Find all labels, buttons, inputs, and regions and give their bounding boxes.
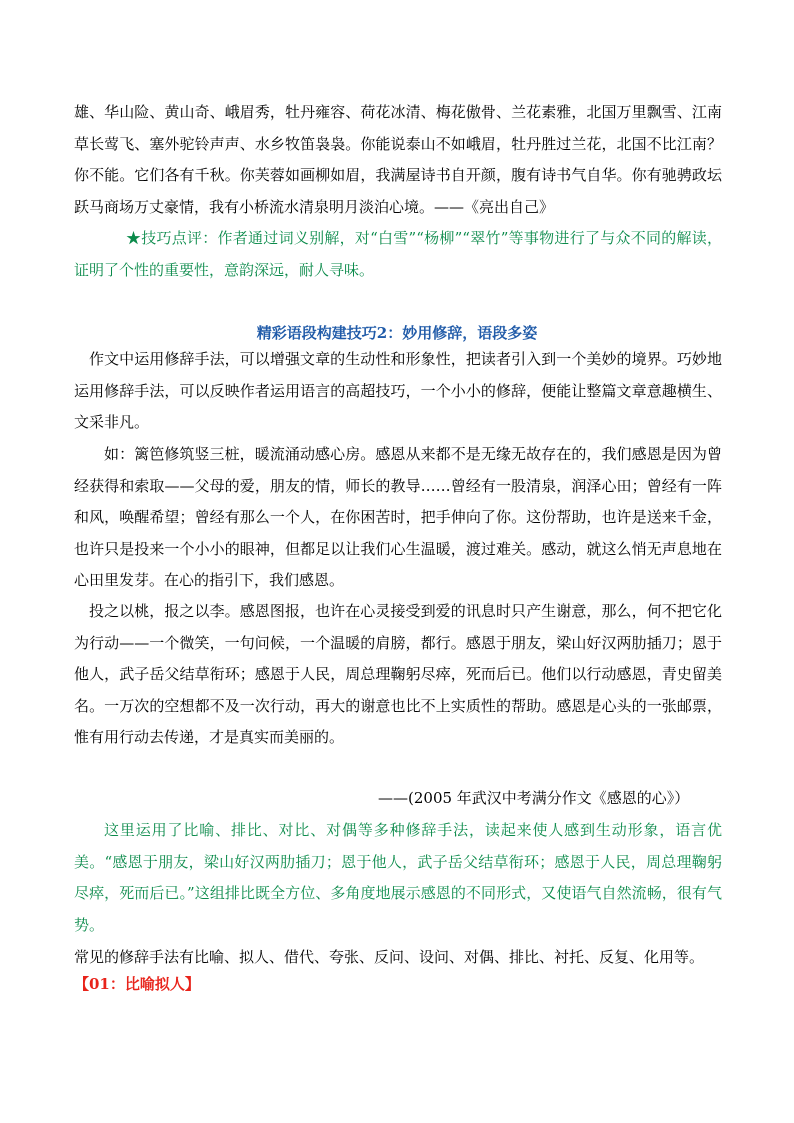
technique-comment-1-text: 技巧点评：作者通过词义别解，对“白雪”“杨柳”“翠竹”等事物进行了与众不同的解读，证明了个性的重要性，意韵深远，耐人寻味。 xyxy=(74,229,722,279)
common-techniques: 常见的修辞手法有比喻、拟人、借代、夸张、反问、设问、对偶、排比、衬托、反复、化用等。 xyxy=(74,948,705,966)
star-icon: ★ xyxy=(126,229,142,247)
section-title: 精彩语段构建技巧2：妙用修辞，语段多姿 xyxy=(256,324,538,342)
source-line: ——(2005 年武汉中考满分作文《感恩的心》） xyxy=(378,789,690,807)
rhetoric-comment-2: 这里运用了比喻、排比、对比、对偶等多种修辞手法，读起来使人感到生动形象，语言优美。“感恩于朋友，梁山好汉两肋插刀；恩于他人，武子岳父结草衔环；感恩于人民，周总理鞠躬尽瘁，死而后已。”这组排比既全方位、多角度地展示感恩的不同形式，又使语气自然流畅，很有气势。 xyxy=(74,821,722,934)
subheading-metaphor-personification: 【01：比喻拟人】 xyxy=(74,975,200,993)
quote-paragraph: 雄、华山险、黄山奇、峨眉秀，牡丹雍容、荷花冰清、梅花傲骨、兰花素雅，北国万里飘雪、江南草长莺飞、塞外驼铃声声、水乡牧笛袅袅。你能说泰山不如峨眉，牡丹胜过兰花，北国不比江南？你不能。它们各有千秋。你芙蓉如画柳如眉，我满屋诗书自开颜，腹有诗书气自华。你有驰骋政坛跃马商场万丈豪情，我有小桥流水清泉明月淡泊心境。——《亮出自己》 xyxy=(74,103,722,216)
intro-paragraph: 作文中运用修辞手法，可以增强文章的生动性和形象性，把读者引入到一个美妙的境界。巧妙地运用修辞手法，可以反映作者运用语言的高超技巧，一个小小的修辞，便能让整篇文章意趣横生、文采非凡。 xyxy=(74,350,722,431)
example-paragraph-1: 如：篱笆修筑竖三桩，暖流涌动感心房。感恩从来都不是无缘无故存在的，我们感恩是因为曾经获得和索取——父母的爱，朋友的情，师长的教导……曾经有一股清泉，润泽心田；曾经有一阵和风，唤醒希望；曾经有那么一个人，在你困苦时，把手伸向了你。这份帮助，也许是送来千金，也许只是投来一个小小的眼神，但都足以让我们心生温暖，渡过难关。感动，就这么悄无声息地在心田里发芽。在心的指引下，我们感恩。 xyxy=(74,445,722,589)
technique-comment-1 xyxy=(74,223,722,286)
example-paragraph-2: 投之以桃，报之以李。感恩图报，也许在心灵接受到爱的讯息时只产生谢意，那么，何不把它化为行动——一个微笑，一句问候，一个温暖的肩膀，都行。感恩于朋友，梁山好汉两肋插刀；恩于他人，武子岳父结草衔环；感恩于人民，周总理鞠躬尽瘁，死而后已。他们以行动感恩，青史留美名。一万次的空想都不及一次行动，再大的谢意也比不上实质性的帮助。感恩是心头的一张邮票，惟有用行动去传递，才是真实而美丽的。 xyxy=(74,602,722,746)
